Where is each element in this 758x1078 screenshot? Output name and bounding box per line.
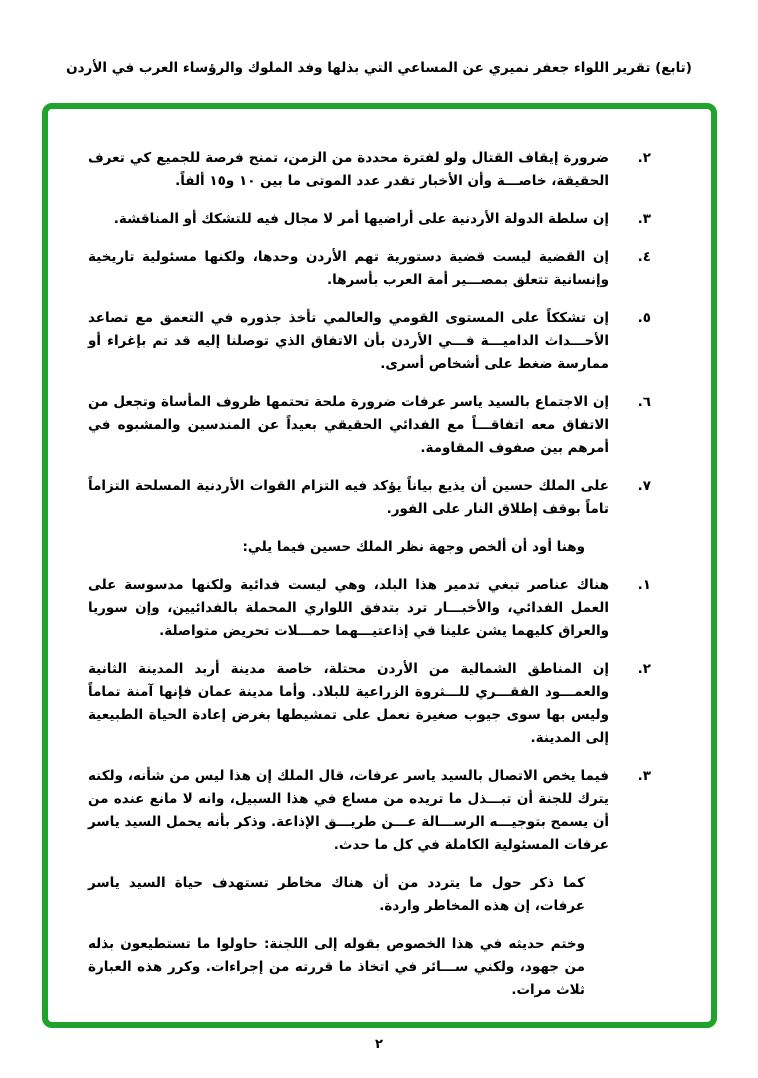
item-number: ٦. [637, 394, 651, 410]
item-text: فيما يخص الاتصال بالسيد ياسر عرفات، قال الملك إن هذا ليس من شأنه، ولكنه يترك للجنة أن تبـــذل ما تريده من مساع في هذا السبيل، وانه لا مانع عنده من أن يسمح بتوجيـــه الرســـالة عـــن طريـــق الإذاعة. وذكر بأنه يحمل السيد ياسر عرفات المسئولية الكاملة في كل ما حدث. [88, 768, 609, 853]
list-item [88, 765, 651, 857]
page-number: ٢ [375, 1037, 383, 1052]
closing-paragraph: وختم حديثه في هذا الخصوص بقوله إلى اللجنة: حاولوا ما تستطيعون بذله من جهود، ولكني ســـائر في اتخاذ ما قررته من إجراءات. وكرر هذه العبارة ثلاث مرات. [88, 936, 585, 998]
item-text: إن المناطق الشمالية من الأردن محتلة، خاصة مدينة أربد المدينة الثانية والعمـــود الفقـــري للـــثروة الزراعية للبلاد. وأما مدينة عمان فإنها آمنة تماماً وليس بها سوى جيوب صغيرة نعمل على تمشيطها بغرض إعادة الحياة الطبيعية إلى المدينة. [88, 661, 609, 746]
item-text: هناك عناصر تبغي تدمير هذا البلد، وهي ليست فدائية ولكنها مدسوسة على العمل الفدائي، والأخبـــار ترد بتدفق اللواري المحملة بالفدائيين، وإن سوريا والعراق كليهما يشن علينا في إذاعتيـــهما حمـــلات تحريض متواصلة. [88, 577, 609, 639]
item-text: إن الاجتماع بالسيد ياسر عرفات ضرورة ملحة تحتمها ظروف المأساة وتجعل من الاتفاق معه اتفاقـــاً مع الفدائي الحقيقي بعيداً عن المندسين والمشبوه في أمرهم بين صفوف المقاومة. [88, 394, 609, 456]
list-item [88, 475, 651, 521]
list-item [88, 574, 651, 643]
list-item [88, 246, 651, 292]
list-item [88, 307, 651, 376]
item-text: إن تشككاً على المستوى القومي والعالمي تأخذ جذوره في التعمق مع تصاعد الأحـــداث الداميـــة فـــي الأردن بأن الاتفاق الذي توصلنا إليه قد تم بإغراء أو ممارسة ضغط على أشخاص أسرى. [88, 310, 609, 372]
item-text: إن سلطة الدولة الأردنية على أراضيها أمر لا مجال فيه للتشكك أو المناقشة. [113, 211, 609, 227]
item-number: ١. [637, 577, 651, 593]
list-item [88, 391, 651, 460]
item-text: على الملك حسين أن يذيع بياناً يؤكد فيه التزام القوات الأردنية المسلحة التزاماً تاماً بوقف إطلاق النار على الفور. [88, 478, 609, 517]
item-number: ٧. [637, 478, 651, 494]
document-body [88, 147, 651, 1017]
item-text: ضرورة إيقاف القتال ولو لفترة محددة من الزمن، تمنح فرصة للجميع كي تعرف الحقيقة، خاصـــة وأن الأخبار تقدر عدد الموتى ما بين ١٠ و١٥ ألفاً. [88, 150, 609, 189]
summary-intro-paragraph: وهنا أود أن ألخص وجهة نظر الملك حسين فيما يلي: [242, 539, 585, 555]
document-frame [42, 103, 717, 1028]
list-item [88, 147, 651, 193]
closing-paragraph: كما ذكر حول ما يتردد من أن هناك مخاطر تستهدف حياة السيد ياسر عرفات، إن هذه المخاطر واردة. [88, 875, 585, 914]
item-number: ٢. [637, 661, 651, 677]
item-text: إن القضية ليست قضية دستورية تهم الأردن وحدها، ولكنها مسئولية تاريخية وإنسانية تتعلق بمصـــير أمة العرب بأسرها. [88, 249, 609, 288]
item-number: ٢. [637, 150, 651, 166]
item-number: ٣. [637, 768, 651, 784]
item-number: ٥. [637, 310, 651, 326]
item-number: ٣. [637, 211, 651, 227]
list-item [88, 658, 651, 750]
item-number: ٤. [637, 249, 651, 265]
report-title: (تابع) تقرير اللواء جعفر نميري عن المساعي التي بذلها وفد الملوك والرؤساء العرب في الأردن [66, 60, 692, 76]
list-item [88, 208, 651, 231]
